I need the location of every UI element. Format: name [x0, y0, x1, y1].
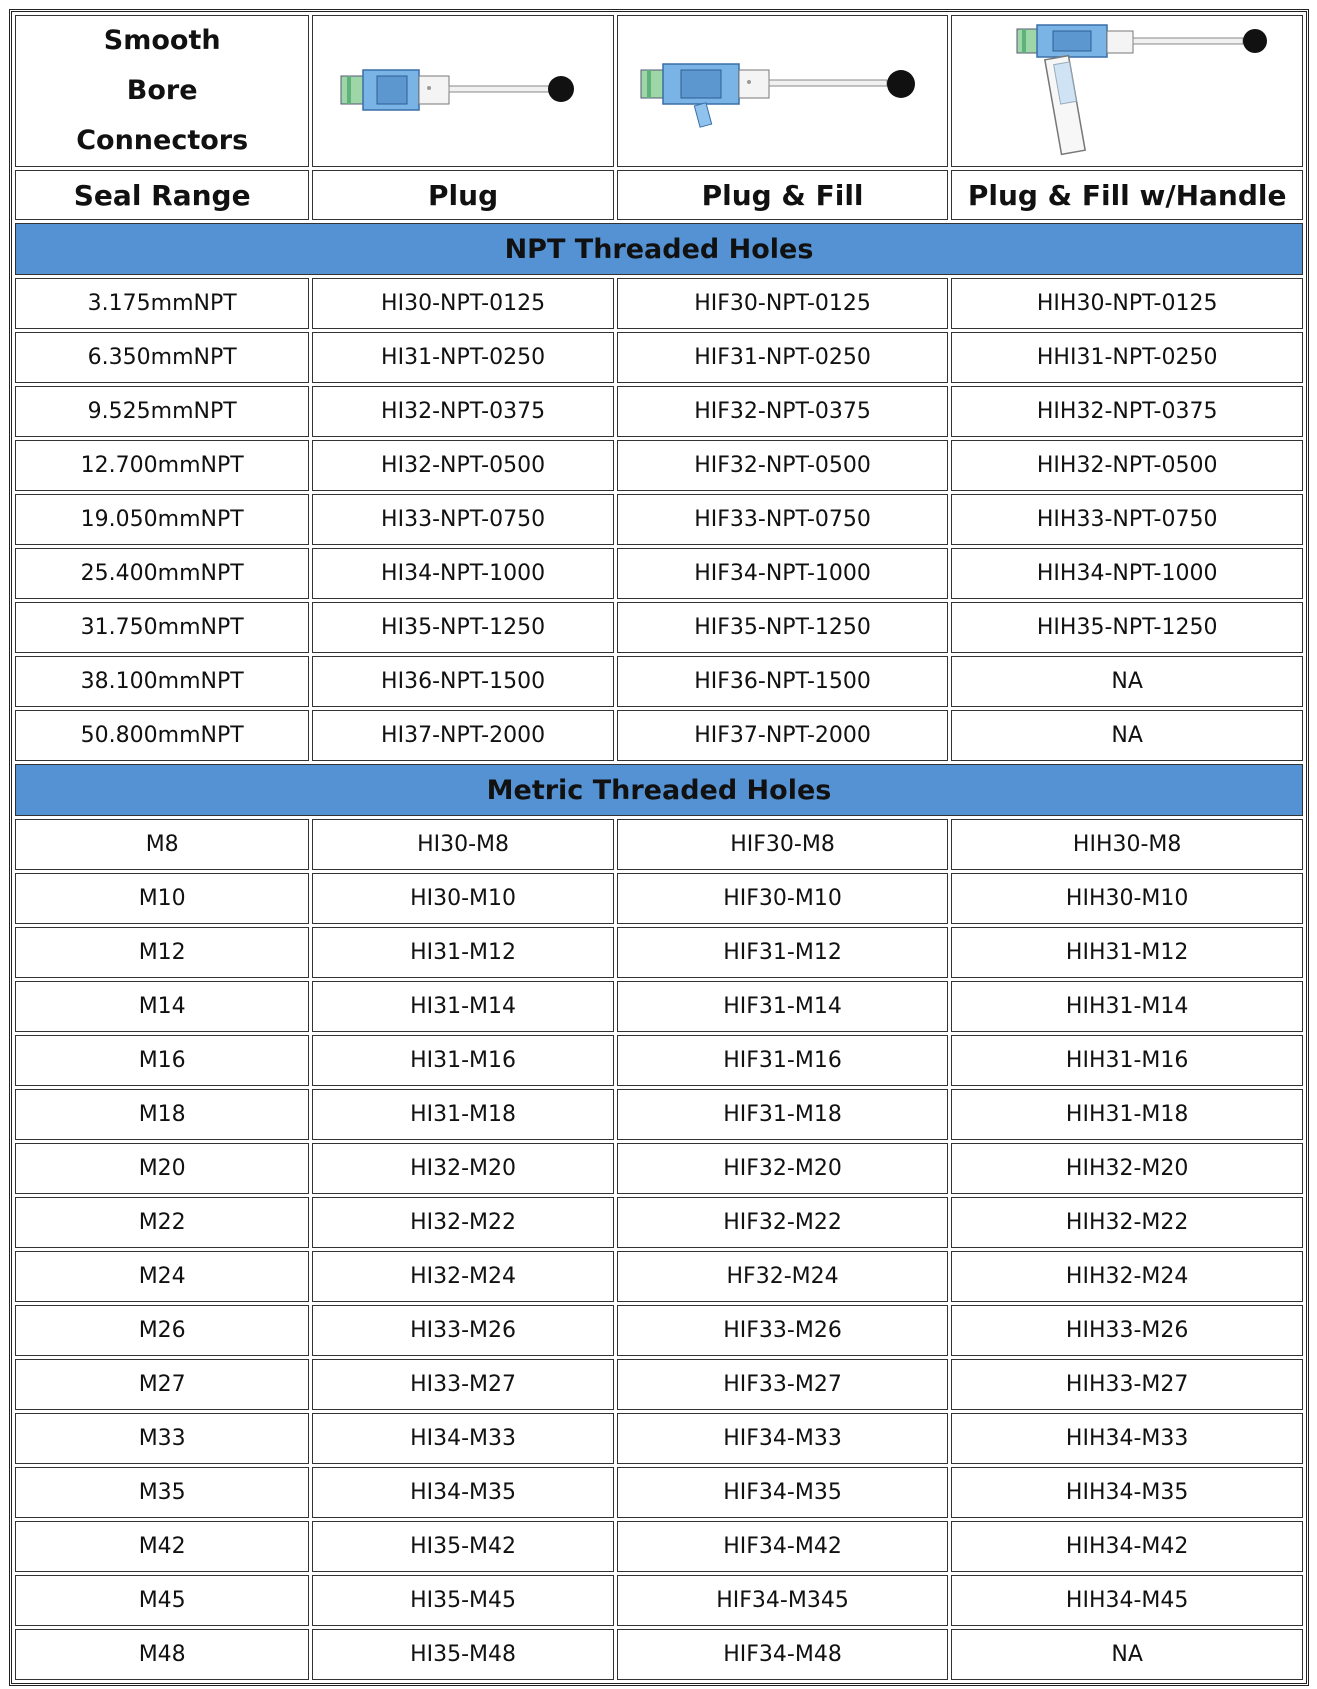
plug-fill-handle-part-cell: HIH34-M35 [951, 1467, 1303, 1518]
corner-title-cell [15, 15, 309, 167]
plug-fill-part-cell: HIF31-NPT-0250 [617, 332, 949, 383]
plug-fill-handle-part-cell: HIH32-NPT-0375 [951, 386, 1303, 437]
connector-spec-table [9, 9, 1309, 1686]
table-row [15, 927, 1303, 978]
plug-part-cell: HI32-M24 [312, 1251, 613, 1302]
table-row [15, 386, 1303, 437]
plug-part-cell: HI31-M12 [312, 927, 613, 978]
seal-range-cell: 19.050mmNPT [15, 494, 309, 545]
table-row [15, 1143, 1303, 1194]
table-row [15, 1467, 1303, 1518]
plug-fill-handle-part-cell: HHI31-NPT-0250 [951, 332, 1303, 383]
table-row [15, 440, 1303, 491]
seal-range-cell: M12 [15, 927, 309, 978]
seal-range-cell: M18 [15, 1089, 309, 1140]
plug-part-cell: HI32-NPT-0500 [312, 440, 613, 491]
table-row [15, 1575, 1303, 1626]
plug-fill-part-cell: HIF33-M26 [617, 1305, 949, 1356]
plug-fill-part-cell: HIF34-M42 [617, 1521, 949, 1572]
plug-part-cell: HI35-NPT-1250 [312, 602, 613, 653]
seal-range-cell: M20 [15, 1143, 309, 1194]
plug-fill-handle-part-cell: HIH31-M14 [951, 981, 1303, 1032]
plug-part-cell: HI34-M33 [312, 1413, 613, 1464]
table-row [15, 1197, 1303, 1248]
table-row [15, 494, 1303, 545]
plug-fill-image-cell [617, 15, 949, 167]
plug-part-cell: HI32-M22 [312, 1197, 613, 1248]
table-row [15, 1413, 1303, 1464]
plug-fill-part-cell: HIF31-M12 [617, 927, 949, 978]
plug-part-cell: HI33-M26 [312, 1305, 613, 1356]
plug-fill-handle-part-cell: NA [951, 1629, 1303, 1680]
column-header-plug: Plug [312, 170, 613, 220]
plug-fill-part-cell: HIF36-NPT-1500 [617, 656, 949, 707]
plug-image-cell [312, 15, 613, 167]
plug-part-cell: HI35-M42 [312, 1521, 613, 1572]
plug-fill-part-cell: HIF30-M8 [617, 819, 949, 870]
plug-fill-part-cell: HIF34-M345 [617, 1575, 949, 1626]
section-title: Metric Threaded Holes [15, 764, 1303, 816]
plug-fill-part-cell: HIF32-NPT-0375 [617, 386, 949, 437]
seal-range-cell: M26 [15, 1305, 309, 1356]
plug-fill-handle-part-cell: HIH30-M8 [951, 819, 1303, 870]
plug-fill-part-cell: HIF30-NPT-0125 [617, 278, 949, 329]
plug-and-fill-connector-illustration [633, 36, 933, 146]
table-row [15, 278, 1303, 329]
plug-fill-handle-part-cell: HIH34-M42 [951, 1521, 1303, 1572]
plug-part-cell: HI34-M35 [312, 1467, 613, 1518]
table-row [15, 1359, 1303, 1410]
plug-fill-part-cell: HIF34-NPT-1000 [617, 548, 949, 599]
table-row [15, 602, 1303, 653]
plug-fill-handle-part-cell: NA [951, 710, 1303, 761]
plug-fill-handle-part-cell: HIH31-M12 [951, 927, 1303, 978]
plug-fill-handle-part-cell: HIH32-M20 [951, 1143, 1303, 1194]
plug-fill-handle-part-cell: HIH33-M26 [951, 1305, 1303, 1356]
plug-fill-handle-part-cell: HIH33-NPT-0750 [951, 494, 1303, 545]
plug-part-cell: HI31-M18 [312, 1089, 613, 1140]
seal-range-cell: M42 [15, 1521, 309, 1572]
plug-part-cell: HI30-M10 [312, 873, 613, 924]
plug-fill-part-cell: HIF31-M14 [617, 981, 949, 1032]
seal-range-cell: M24 [15, 1251, 309, 1302]
plug-fill-handle-part-cell: NA [951, 656, 1303, 707]
table-row [15, 819, 1303, 870]
plug-part-cell: HI35-M48 [312, 1629, 613, 1680]
table-row [15, 873, 1303, 924]
section-title: NPT Threaded Holes [15, 223, 1303, 275]
table-row [15, 1521, 1303, 1572]
plug-part-cell: HI31-M16 [312, 1035, 613, 1086]
seal-range-cell: 6.350mmNPT [15, 332, 309, 383]
table-row [15, 710, 1303, 761]
plug-fill-part-cell: HIF32-M22 [617, 1197, 949, 1248]
seal-range-cell: M35 [15, 1467, 309, 1518]
plug-part-cell: HI33-M27 [312, 1359, 613, 1410]
plug-part-cell: HI35-M45 [312, 1575, 613, 1626]
plug-fill-handle-part-cell: HIH31-M18 [951, 1089, 1303, 1140]
plug-part-cell: HI36-NPT-1500 [312, 656, 613, 707]
seal-range-cell: M27 [15, 1359, 309, 1410]
seal-range-cell: M8 [15, 819, 309, 870]
plug-part-cell: HI37-NPT-2000 [312, 710, 613, 761]
plug-fill-handle-part-cell: HIH30-NPT-0125 [951, 278, 1303, 329]
plug-part-cell: HI33-NPT-0750 [312, 494, 613, 545]
plug-fill-part-cell: HIF35-NPT-1250 [617, 602, 949, 653]
seal-range-cell: M45 [15, 1575, 309, 1626]
table-row [15, 1305, 1303, 1356]
seal-range-cell: 31.750mmNPT [15, 602, 309, 653]
seal-range-cell: 3.175mmNPT [15, 278, 309, 329]
table-row [15, 1629, 1303, 1680]
table-title: Smooth Bore Connectors [76, 25, 249, 156]
plug-fill-handle-image-cell [951, 15, 1303, 167]
plug-fill-handle-part-cell: HIH35-NPT-1250 [951, 602, 1303, 653]
plug-part-cell: HI31-NPT-0250 [312, 332, 613, 383]
seal-range-cell: 25.400mmNPT [15, 548, 309, 599]
plug-fill-part-cell: HIF31-M18 [617, 1089, 949, 1140]
table-row [15, 1251, 1303, 1302]
plug-fill-handle-part-cell: HIH34-M45 [951, 1575, 1303, 1626]
plug-fill-handle-part-cell: HIH32-M24 [951, 1251, 1303, 1302]
plug-fill-part-cell: HIF34-M48 [617, 1629, 949, 1680]
seal-range-cell: M22 [15, 1197, 309, 1248]
plug-fill-part-cell: HIF34-M33 [617, 1413, 949, 1464]
table-row [15, 981, 1303, 1032]
page [9, 9, 1309, 1689]
seal-range-cell: M14 [15, 981, 309, 1032]
plug-fill-handle-part-cell: HIH34-M33 [951, 1413, 1303, 1464]
seal-range-cell: 9.525mmNPT [15, 386, 309, 437]
plug-fill-part-cell: HIF33-NPT-0750 [617, 494, 949, 545]
column-header-seal-range: Seal Range [15, 170, 309, 220]
seal-range-cell: M10 [15, 873, 309, 924]
section-header-row [15, 223, 1303, 275]
plug-part-cell: HI34-NPT-1000 [312, 548, 613, 599]
plug-part-cell: HI31-M14 [312, 981, 613, 1032]
table-row [15, 1035, 1303, 1086]
plug-fill-handle-part-cell: HIH34-NPT-1000 [951, 548, 1303, 599]
plug-fill-part-cell: HIF34-M35 [617, 1467, 949, 1518]
plug-fill-part-cell: HF32-M24 [617, 1251, 949, 1302]
seal-range-cell: 38.100mmNPT [15, 656, 309, 707]
plug-and-fill-with-handle-connector-illustration [967, 23, 1287, 159]
plug-fill-part-cell: HIF37-NPT-2000 [617, 710, 949, 761]
plug-part-cell: HI32-NPT-0375 [312, 386, 613, 437]
seal-range-cell: M33 [15, 1413, 309, 1464]
plug-fill-part-cell: HIF33-M27 [617, 1359, 949, 1410]
table-row [15, 656, 1303, 707]
plug-part-cell: HI30-NPT-0125 [312, 278, 613, 329]
plug-fill-part-cell: HIF32-NPT-0500 [617, 440, 949, 491]
plug-fill-part-cell: HIF30-M10 [617, 873, 949, 924]
image-row [15, 15, 1303, 167]
plug-fill-handle-part-cell: HIH30-M10 [951, 873, 1303, 924]
column-header-row [15, 170, 1303, 220]
plug-part-cell: HI32-M20 [312, 1143, 613, 1194]
table-row [15, 332, 1303, 383]
seal-range-cell: M48 [15, 1629, 309, 1680]
seal-range-cell: 50.800mmNPT [15, 710, 309, 761]
plug-fill-handle-part-cell: HIH31-M16 [951, 1035, 1303, 1086]
section-header-row [15, 764, 1303, 816]
plug-fill-part-cell: HIF32-M20 [617, 1143, 949, 1194]
plug-fill-handle-part-cell: HIH32-NPT-0500 [951, 440, 1303, 491]
plug-part-cell: HI30-M8 [312, 819, 613, 870]
plug-connector-illustration [333, 36, 593, 146]
table-row [15, 548, 1303, 599]
plug-fill-handle-part-cell: HIH32-M22 [951, 1197, 1303, 1248]
seal-range-cell: M16 [15, 1035, 309, 1086]
plug-fill-part-cell: HIF31-M16 [617, 1035, 949, 1086]
table-row [15, 1089, 1303, 1140]
column-header-plug-fill-handle: Plug & Fill w/Handle [951, 170, 1303, 220]
column-header-plug-fill: Plug & Fill [617, 170, 949, 220]
plug-fill-handle-part-cell: HIH33-M27 [951, 1359, 1303, 1410]
seal-range-cell: 12.700mmNPT [15, 440, 309, 491]
